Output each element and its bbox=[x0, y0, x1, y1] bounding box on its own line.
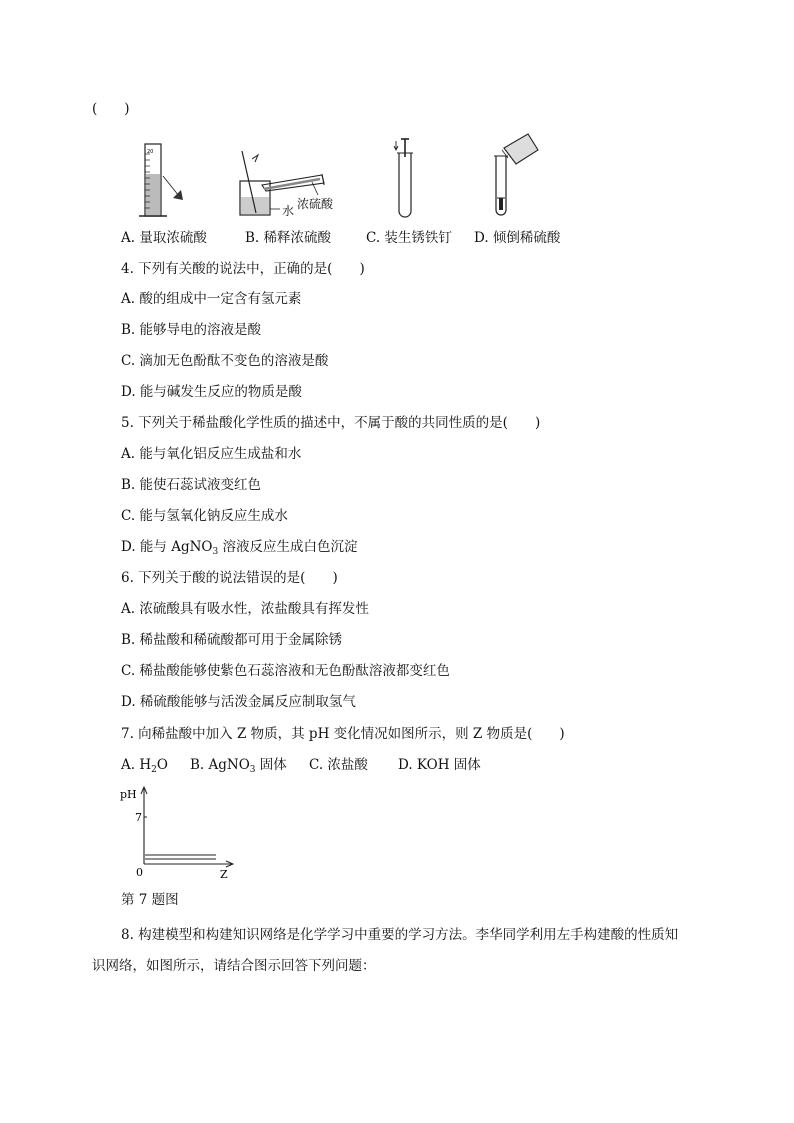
q7-option-d: D. KOH 固体 bbox=[398, 757, 481, 773]
svg-text:20: 20 bbox=[147, 149, 154, 155]
x-axis-label: Z bbox=[220, 868, 228, 881]
q5-option-c: C. 能与氢氧化钠反应生成水 bbox=[121, 508, 288, 524]
q6-option-b: B. 稀盐酸和稀硫酸都可用于金属除锈 bbox=[121, 632, 343, 648]
q7-stem: 7. 向稀盐酸中加入 Z 物质，其 pH 变化情况如图所示，则 Z 物质是( ) bbox=[121, 726, 565, 742]
q3-option-b: B. 稀释浓硫酸 bbox=[245, 230, 332, 246]
q6-option-c: C. 稀盐酸能够使紫色石蕊溶液和无色酚酞溶液都变红色 bbox=[121, 663, 450, 679]
fig-b-label-water: 水 bbox=[282, 204, 295, 218]
q7-option-c: C. 浓盐酸 bbox=[309, 757, 368, 773]
q7-figure-caption: 第 7 题图 bbox=[121, 892, 179, 908]
q6-stem: 6. 下列关于酸的说法错误的是( ) bbox=[121, 570, 338, 586]
q7-option-a: A. $H_2O$ bbox=[121, 757, 168, 775]
q4-option-b: B. 能够导电的溶液是酸 bbox=[121, 322, 262, 338]
ph-graph bbox=[118, 784, 243, 882]
q4-option-d: D. 能与碱发生反应的物质是酸 bbox=[121, 384, 302, 400]
q5-stem: 5. 下列关于稀盐酸化学性质的描述中，不属于酸的共同性质的是( ) bbox=[121, 415, 541, 431]
origin-label: 0 bbox=[136, 866, 143, 879]
q6-option-a: A. 浓硫酸具有吸水性，浓盐酸具有挥发性 bbox=[121, 601, 369, 617]
q4-option-c: C. 滴加无色酚酞不变色的溶液是酸 bbox=[121, 353, 329, 369]
y-axis-label: pH bbox=[120, 788, 137, 801]
fig-test-tube-nail bbox=[393, 135, 423, 221]
q8-line-1: 8. 构建模型和构建知识网络是化学学习中重要的学习方法。李华同学利用左手构建酸的性质知 bbox=[121, 927, 679, 943]
q7-option-b: B. AgNO$_3$ 固体 bbox=[190, 757, 287, 775]
q3-option-c: C. 装生锈铁钉 bbox=[366, 230, 452, 246]
q4-stem: 4. 下列有关酸的说法中，正确的是( ) bbox=[121, 261, 365, 277]
fig-b-label-acid: 浓硫酸 bbox=[297, 197, 334, 211]
q3-option-d: D. 倾倒稀硫酸 bbox=[474, 230, 561, 246]
q6-option-d: D. 稀硫酸能够与活泼金属反应制取氢气 bbox=[121, 694, 356, 710]
q5-option-b: B. 能使石蕊试液变红色 bbox=[121, 477, 262, 493]
q5-option-a: A. 能与氧化铝反应生成盐和水 bbox=[121, 446, 302, 462]
q8-line-2: 识网络，如图所示，请结合图示回答下列问题： bbox=[92, 958, 376, 974]
q3-option-a: A. 量取浓硫酸 bbox=[121, 230, 207, 246]
q4-option-a: A. 酸的组成中一定含有氢元素 bbox=[121, 291, 302, 307]
fig-pouring bbox=[488, 128, 548, 222]
fig-graduated-cylinder bbox=[135, 138, 195, 222]
q5-option-d: D. 能与 AgNO$_3$ 溶液反应生成白色沉淀 bbox=[121, 539, 358, 557]
y-tick-label: 7 bbox=[135, 811, 142, 824]
q3-bracket: ( ) bbox=[92, 101, 130, 117]
